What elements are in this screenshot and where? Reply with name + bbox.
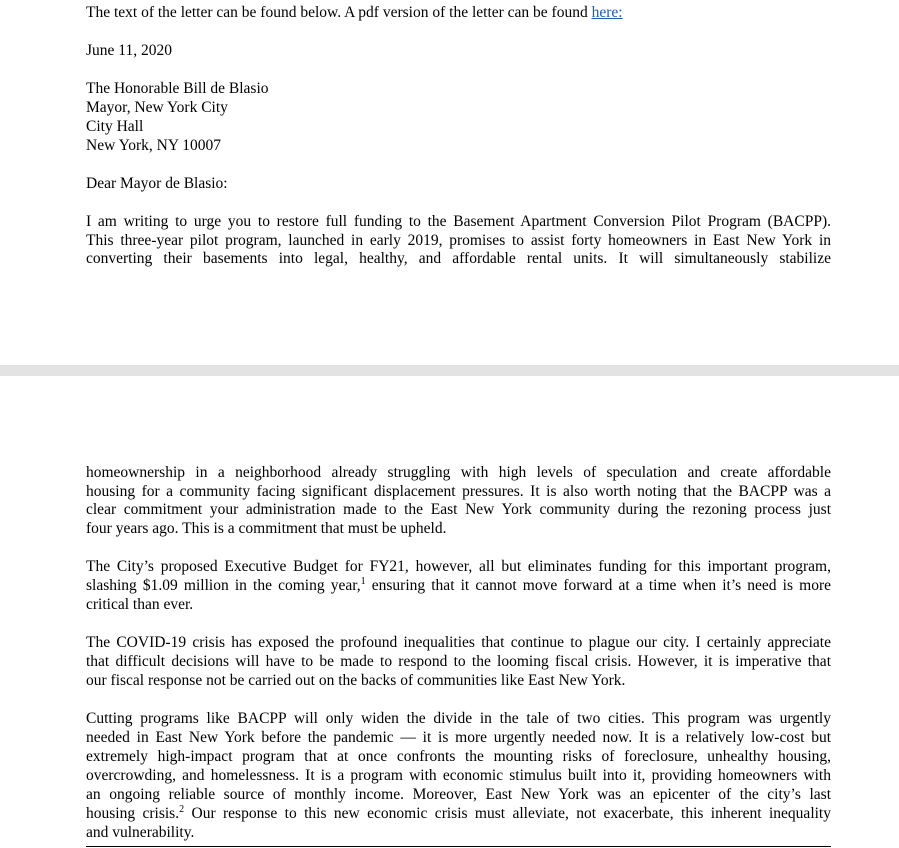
paragraph-line: Cutting programs like BACPP will only widen the divide in the tale of two cities. This program was urgently <box>86 710 831 727</box>
text-run: housing crisis. <box>86 805 180 822</box>
paragraph-line: clear commitment your administration made to the East New York community during the rezoning process just <box>86 501 831 518</box>
paragraph-line: I am writing to urge you to restore full funding to the Basement Apartment Conversion Pilot Program (BACPP). <box>86 213 831 230</box>
paragraph-line: The COVID-19 crisis has exposed the profound inequalities that continue to plague our city. I certainly appreciate <box>86 634 831 651</box>
letter-date: June 11, 2020 <box>86 42 172 59</box>
paragraph-line: our fiscal response not be carried out on the backs of communities like East New York. <box>86 672 626 689</box>
paragraph-line: four years ago. This is a commitment that must be upheld. <box>86 520 447 537</box>
page-break <box>0 365 899 376</box>
bottom-rule <box>86 846 831 847</box>
text-run: Our response to this new economic crisis must alleviate, not exacerbate, this inherent inequality <box>184 805 831 822</box>
paragraph-line: needed in East New York before the pandemic — it is more urgently needed now. It is a relatively low-cost but <box>86 729 831 746</box>
paragraph-line: that difficult decisions will have to be made to respond to the looming fiscal crisis. However, it is imperative that <box>86 653 831 670</box>
recipient-line: New York, NY 10007 <box>86 137 222 154</box>
paragraph-line: converting their basements into legal, healthy, and affordable rental units. It will simultaneously stabilize <box>86 250 831 267</box>
text-run: ensuring that it cannot move forward at a time when it’s need is more <box>365 577 831 594</box>
document-page-1 <box>0 0 899 365</box>
paragraph-line <box>86 576 831 595</box>
paragraph-line: overcrowding, and homelessness. It is a program with economic stimulus built into it, providing homeowners with <box>86 767 831 784</box>
footnote-marker: 1 <box>360 576 366 587</box>
intro-text: The text of the letter can be found below. A pdf version of the letter can be found <box>86 4 592 21</box>
paragraph-line: The City’s proposed Executive Budget for FY21, however, all but eliminates funding for this important program, <box>86 558 831 575</box>
paragraph-line: This three-year pilot program, launched in early 2019, promises to assist forty homeowners in East New York in <box>86 232 831 249</box>
pdf-link[interactable]: here: <box>591 4 623 21</box>
document-page-2 <box>0 376 899 848</box>
paragraph-line: homeownership in a neighborhood already struggling with high levels of speculation and create affordable <box>86 464 831 481</box>
paragraph-line: housing for a community facing significant displacement pressures. It is also worth noting that the BACPP was a <box>86 483 831 500</box>
recipient-line: Mayor, New York City <box>86 99 228 116</box>
footnote-marker: 2 <box>179 804 185 815</box>
recipient-line: The Honorable Bill de Blasio <box>86 80 269 97</box>
paragraph-line: and vulnerability. <box>86 824 195 841</box>
paragraph-line <box>86 804 831 823</box>
salutation: Dear Mayor de Blasio: <box>86 175 228 192</box>
paragraph-line: an ongoing reliable source of monthly income. Moreover, East New York was an epicenter of the city’s last <box>86 786 831 803</box>
intro-line <box>86 3 831 22</box>
paragraph-line: critical than ever. <box>86 596 194 613</box>
recipient-line: City Hall <box>86 118 144 135</box>
text-run: slashing $1.09 million in the coming year, <box>86 577 361 594</box>
paragraph-line: extremely high-impact program that at once confronts the mounting risks of foreclosure, unhealthy housing, <box>86 748 831 765</box>
